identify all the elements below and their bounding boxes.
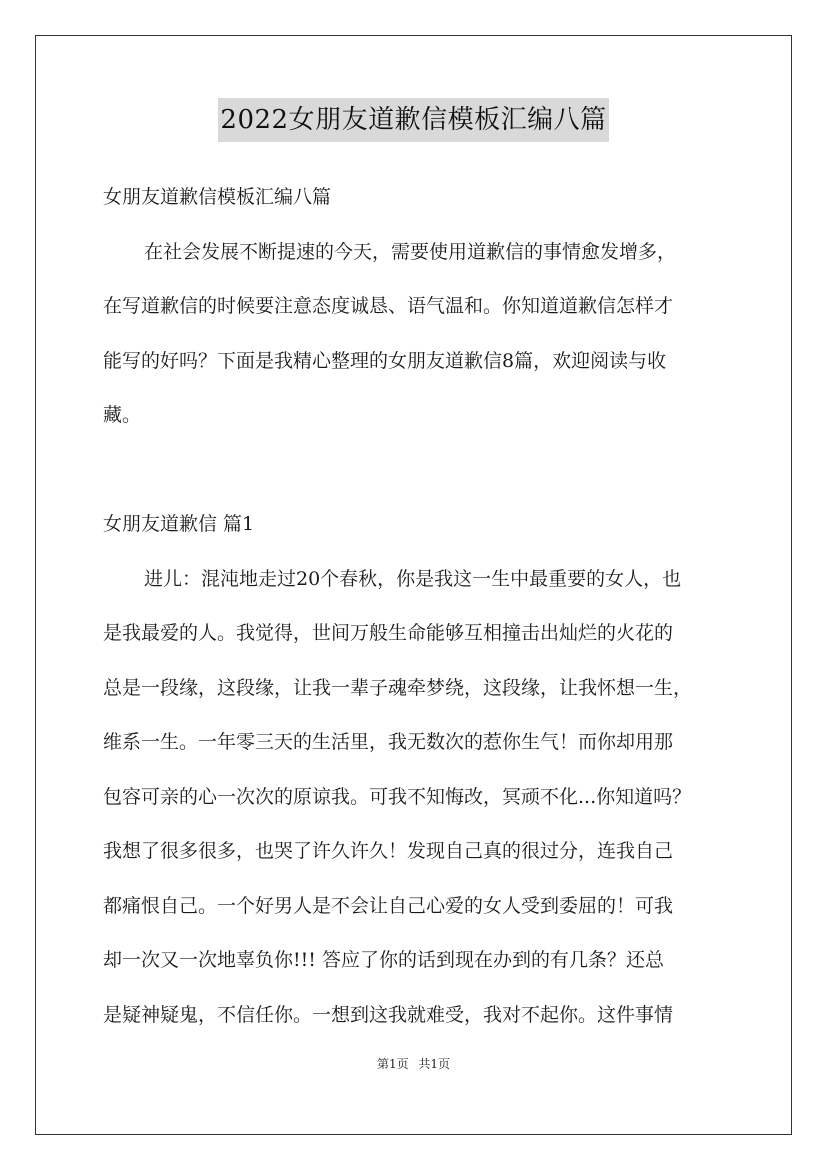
page-footer: [0, 1056, 827, 1072]
page-total: 共1页: [418, 1057, 451, 1071]
body-paragraph-line: 总是一段缘，这段缘，让我一辈子魂牵梦绕，这段缘，让我怀想一生，: [103, 676, 693, 699]
intro-paragraph-line: 能写的好吗？下面是我精心整理的女朋友道歉信8篇，欢迎阅读与收: [103, 349, 667, 372]
intro-paragraph-line: 在写道歉信的时候要注意态度诚恳、语气温和。你知道道歉信怎样才: [103, 295, 674, 317]
body-paragraph-line: 是疑神疑鬼，不信任你。一想到这我就难受，我对不起你。这件事情: [103, 1003, 674, 1026]
section-heading: 女朋友道歉信 篇1: [103, 513, 255, 535]
paragraph-spacer: [103, 443, 743, 498]
page-number: 第1页: [376, 1057, 409, 1071]
body-paragraph-line: 维系一生。一年零三天的生活里，我无数次的惹你生气！而你却用那: [103, 731, 674, 753]
body-paragraph-line: 包容可亲的心一次次的原谅我。可我不知悔改，冥顽不化...你知道吗？: [103, 785, 692, 808]
document-body: [103, 170, 743, 1042]
body-paragraph-line: 却一次又一次地辜负你!!! 答应了你的话到现在办到的有几条？还总: [103, 949, 664, 971]
intro-paragraph-line: 在社会发展不断提速的今天，需要使用道歉信的事情愈发增多，: [144, 240, 677, 263]
body-paragraph-line: 是我最爱的人。我觉得，世间万般生命能够互相撞击出灿烂的火花的: [103, 622, 674, 644]
body-paragraph-line: 都痛恨自己。一个好男人是不会让自己心爱的女人受到委屈的！可我: [103, 894, 674, 917]
body-paragraph-line: 我想了很多很多，也哭了许久许久！发现自己真的很过分，连我自己: [103, 840, 674, 862]
title-container: [0, 98, 827, 142]
body-paragraph-line: 进儿：混沌地走过20个春秋，你是我这一生中最重要的女人，也: [144, 567, 682, 590]
document-subtitle: 女朋友道歉信模板汇编八篇: [103, 186, 332, 208]
document-title: 2022女朋友道歉信模板汇编八篇: [218, 98, 608, 142]
intro-paragraph-line: 藏。: [103, 404, 142, 426]
